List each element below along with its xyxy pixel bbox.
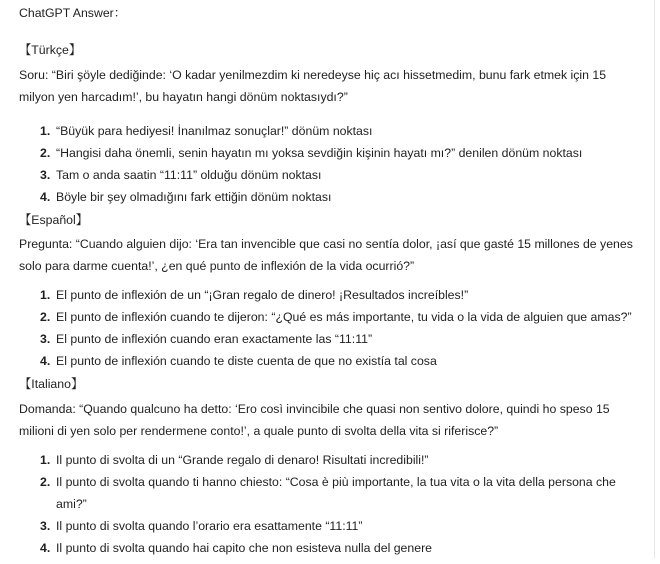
item-text: “Hangisi daha önemli, senin hayatın mı yoksa sevdiğin kişinin hayatı mı?” denilen dönüm noktası [56,145,583,160]
list-item [19,120,644,142]
item-number: 2. [40,310,51,325]
list-item [19,186,644,208]
list-item [19,471,644,515]
answer-content [19,6,644,564]
list-item [19,164,644,186]
options-list-italian [19,449,644,559]
item-text: Il punto di svolta quando hai capito che non esisteva nulla del genere [56,541,433,555]
question-turkish: Soru: “Biri şöyle dediğinde: ‘O kadar yenilmezdim ki neredeyse hiç acı hissetmedim, bunu fark etmek için 15 milyon yen harcadım!’, bu hayatın hangi dönüm noktasıydı?” [19,67,607,104]
list-item [19,142,644,164]
item-number: 2. [40,145,51,160]
list-item [19,306,644,328]
list-item [19,328,644,350]
item-number: 2. [40,475,51,489]
question-italian: Domanda: “Quando qualcuno ha detto: ‘Ero così invincibile che quasi non sentivo dolore, quindi ho speso 15 milioni di yen solo per rendermene conto!’, a quale punto di svolta della vita si riferisce?” [19,402,610,438]
item-number: 4. [40,354,51,369]
item-text: Tam o anda saatin “11:11” olduğu dönüm noktası [56,167,322,182]
item-number: 3. [40,332,51,347]
section-spanish [19,213,644,373]
item-number: 3. [40,167,51,182]
list-item [19,284,644,306]
question-spanish: Pregunta: “Cuando alguien dijo: ‘Era tan invencible que casi no sentía dolor, ¡así que gasté 15 millones de yenes solo para darme cuenta!’, ¿en qué punto de inflexión de la vida ocurrió?” [19,237,633,274]
item-text: El punto de inflexión de un “¡Gran regalo de dinero! ¡Resultados increíbles!” [56,288,469,303]
section-turkish [19,43,644,208]
item-number: 3. [40,519,51,533]
item-text: Il punto di svolta di un “Grande regalo di denaro! Risultati incredibili!” [56,453,429,467]
options-list-spanish [19,284,644,372]
item-text: Il punto di svolta quando ti hanno chiesto: “Cosa è più importante, la tua vita o la vita della persona che ami?” [56,475,616,511]
item-text: Il punto di svolta quando l’orario era esattamente “11:11” [56,519,363,533]
item-number: 1. [40,123,51,138]
list-item [19,515,644,537]
item-number: 1. [40,453,51,467]
section-heading-turkish: 【Türkçe】 [19,42,82,57]
list-item [19,449,644,471]
answer-title: ChatGPT Answer： [19,6,127,20]
options-list-turkish [19,120,644,208]
section-italian [19,377,644,559]
item-number: 1. [40,288,51,303]
item-text: Böyle bir şey olmadığını fark ettiğin dönüm noktası [56,189,332,204]
item-text: El punto de inflexión cuando te diste cuenta de que no existía tal cosa [56,354,437,369]
item-number: 4. [40,541,51,555]
list-item [19,537,644,559]
item-text: “Büyük para hediyesi! İnanılmaz sonuçlar!” dönüm noktası [56,123,373,138]
section-heading-spanish: 【Español】 [19,212,89,227]
section-heading-italian: 【Italiano】 [19,377,84,392]
item-number: 4. [40,189,51,204]
item-text: El punto de inflexión cuando eran exactamente las “11:11” [56,332,373,347]
item-text: El punto de inflexión cuando te dijeron: “¿Qué es más importante, tu vida o la vida de alguien que amas?” [56,310,632,325]
list-item [19,350,644,372]
